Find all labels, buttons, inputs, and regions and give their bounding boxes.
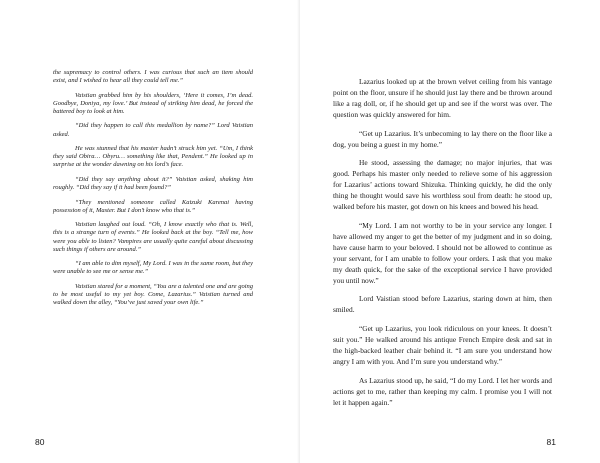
- left-paragraph: He was stunned that his master hadn’t struck him yet. “Um, I think they said Obira… Obyru… something like that, Pendent.” He looked up in surprise at the wonder dawning on his lord’s face.: [53, 145, 253, 169]
- right-paragraph: “My Lord. I am not worthy to be in your service any longer. I have allowed my anger to get the better of my judgment and in so doing, have cause harm to your beloved. I should not be allowed to continue as your servant, for I am unable to follow your orders. I ask that you make my death quick, for the sake of the exceptional service I have provided you until now.”: [333, 220, 552, 285]
- page-number-left: 80: [35, 437, 45, 447]
- left-paragraph: Vaistian laughed out loud. “Oh, I know exactly who that is. Well, this is a strange turn of events.” He looked back at the boy. “Tell me, how were you able to listen? Vampires are usually quite careful about discussing such things if others are around.”: [53, 221, 253, 253]
- left-paragraph: “Did they happen to call this medallion by name?” Lord Vaistian asked.: [53, 122, 253, 138]
- left-paragraph: “Did they say anything about it?” Vaistian asked, shaking him roughly. “Did they say if it had been found?”: [53, 175, 253, 192]
- right-page: [300, 0, 600, 463]
- page-number-right: 81: [546, 437, 556, 447]
- right-page-text: [333, 77, 552, 417]
- left-paragraph: “They mentioned someone called Kaizuki Karenai having possession of it, Master. But I don’t know who that is.”: [53, 198, 253, 214]
- left-paragraph: Vaistian grabbed him by his shoulders, ‘Here it comes, I’m dead. Goodbye, Doniya, my love.’ But instead of striking him dead, he forced the battered boy to look at him.: [53, 91, 253, 115]
- right-paragraph: “Get up Lazarius. It’s unbecoming to lay there on the floor like a dog, you being a guest in my home.”: [333, 128, 552, 149]
- right-paragraph: Lord Vaistian stood before Lazarius, staring down at him, then smiled.: [333, 294, 552, 315]
- left-paragraph: the supremacy to control others. I was curious that such an item should exist, and I wished to hear all they could tell me.”: [53, 69, 253, 85]
- left-paragraph: Vaistian stared for a moment, “You are a talented one and are going to be most useful to my yet boy. Come, Lazarius.” Vaistian turned and walked down the alley, “You’ve just saved your own life.”: [53, 282, 253, 307]
- right-paragraph: “Get up Lazarius, you look ridiculous on your knees. It doesn’t suit you.” He walked around his antique French Empire desk and sat in the high-backed leather chair behind it. “I am sure you understand how angry I am with you. And I’m sure you understand why.”: [333, 324, 552, 366]
- right-paragraph: He stood, assessing the damage; no major injuries, that was good. Perhaps his master only needed to relieve some of his aggression for Lazarius’ actions toward Shizuka. Thinking quickly, he did the only thing he thought would save his worthless soul from death: he stood up, walked before his master, got down on his knees and bowed his head.: [333, 158, 552, 212]
- left-page-text: [53, 69, 253, 314]
- left-paragraph: “I am able to dim myself, My Lord. I was in the same room, but they were unable to see me or sense me.”: [53, 260, 253, 276]
- right-paragraph: Lazarius looked up at the brown velvet ceiling from his vantage point on the floor, unsure if he should just lay there and be thrown around like a rag doll, or, if he should get up and see if the worst was over. The question was quickly answered for him.: [333, 77, 552, 119]
- right-paragraph: As Lazarius stood up, he said, “I do my Lord. I let her words and actions get to me, rather than keeping my calm. I promise you I will not let it happen again.”: [333, 375, 552, 407]
